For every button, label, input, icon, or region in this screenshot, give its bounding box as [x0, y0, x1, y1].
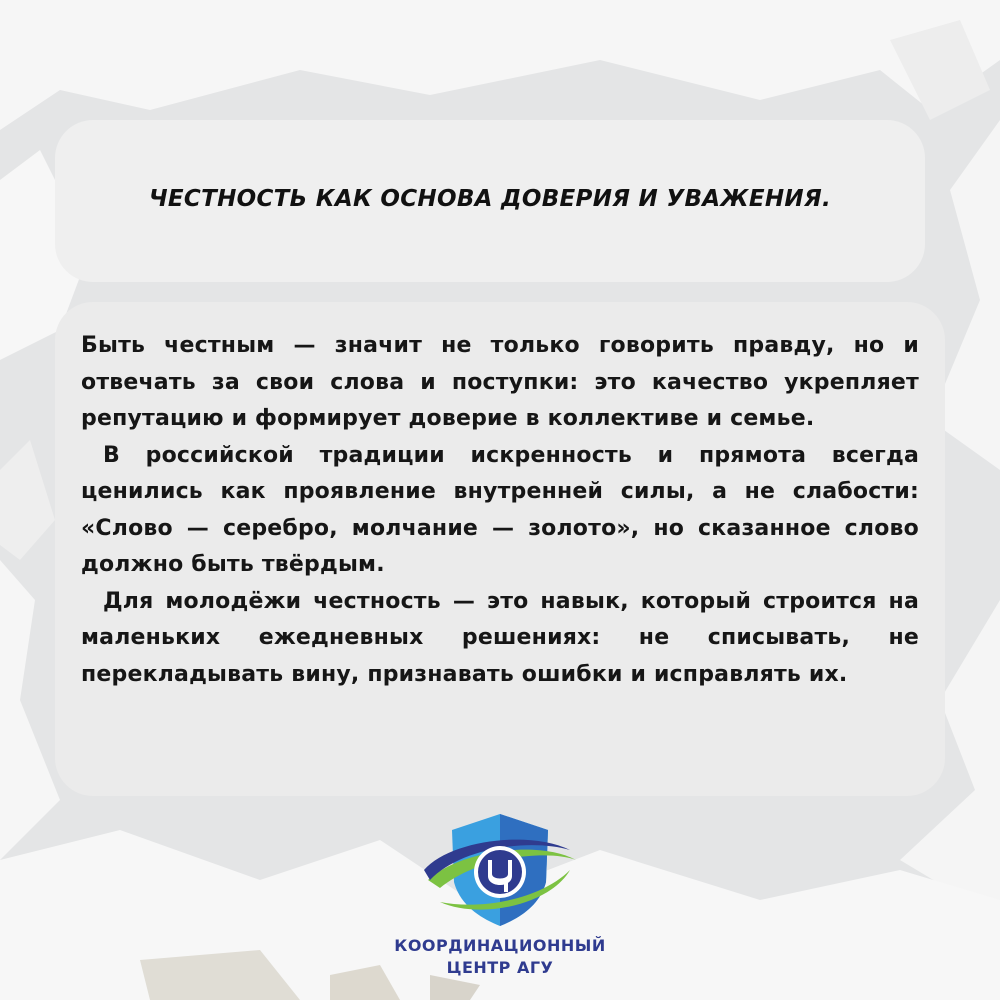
paragraph-1: Быть честным — значит не только говорить правду, но и отвечать за свои слова и поступки: это качество укрепляет репутацию и формирует доверие в коллективе и семье.: [81, 333, 919, 431]
logo-text-line-1: КООРДИНАЦИОННЫЙ: [394, 936, 606, 955]
paragraph-2: В российской традиции искренность и прямота всегда ценились как проявление внутренней силы, а не слабости: «Слово — серебро, молчание — золото», но сказанное слово должно быть твёрдым.: [81, 442, 919, 577]
title-card: [55, 120, 925, 282]
agu-logo-icon: [420, 810, 580, 930]
text-card: [55, 302, 945, 796]
paragraph-3: Для молодёжи честность — это навык, который строится на маленьких ежедневных решениях: не списывать, не перекладывать вину, признавать ошибки и исправлять их.: [81, 588, 919, 687]
page-title: ЧЕСТНОСТЬ КАК ОСНОВА ДОВЕРИЯ И УВАЖЕНИЯ.: [149, 186, 831, 212]
logo-text-line-2: ЦЕНТР АГУ: [446, 958, 554, 977]
